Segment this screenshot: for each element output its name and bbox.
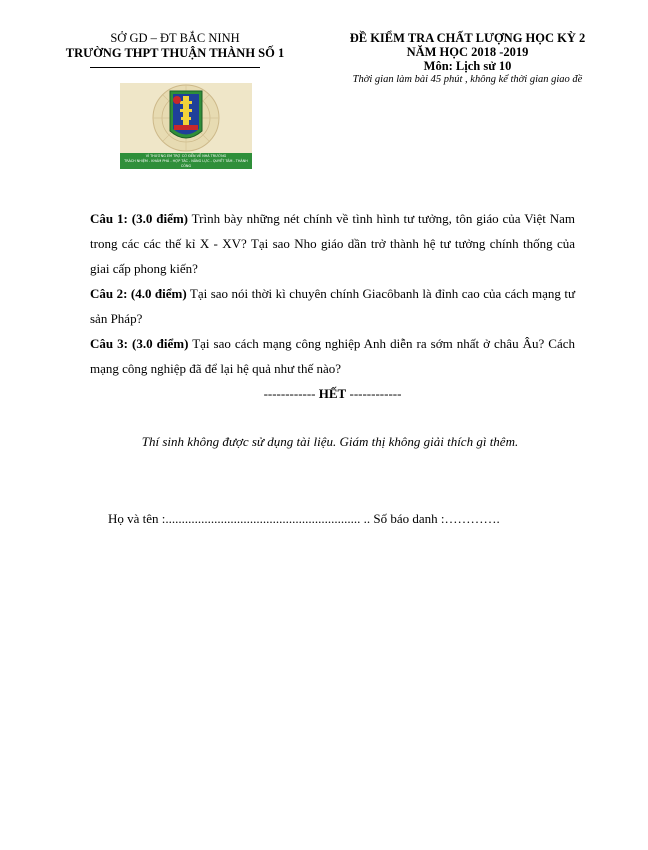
logo-motto-line2: TRÁCH NHIỆM - KHÁM PHÁ - HỢP TÁC - NĂNG LỰC - QUYẾT TÂM - THÀNH CÔNG [124, 159, 248, 168]
question-2-label: Câu 2: [90, 286, 128, 301]
signature-line [108, 511, 588, 527]
question-1-points: (3.0 điểm) [131, 211, 189, 226]
question-3 [90, 331, 575, 381]
question-3-points: (3.0 điểm) [132, 336, 189, 351]
exam-subject: Môn: Lịch sử 10 [423, 59, 512, 73]
question-2-text: Tại sao nói thời kì chuyên chính Giacôbanh là đỉnh cao của cách mạng tư sản Pháp? [90, 286, 575, 326]
school-name: TRƯỜNG THPT THUẬN THÀNH SỐ 1 [65, 46, 285, 60]
candidate-id-label: Số báo danh :…………. [370, 511, 500, 526]
question-1-label: Câu 1: [90, 211, 128, 226]
end-marker [90, 381, 575, 406]
school-emblem-logo [120, 83, 252, 169]
name-label: Họ và tên : [108, 511, 166, 526]
end-dashes-left: ------------ [263, 386, 319, 401]
question-1 [90, 206, 575, 281]
question-1-text: Trình bày những nét chính về tình hình tư tưởng, tôn giáo của Việt Nam trong các các thế kỉ X - XV? Tại sao Nho giáo dần trở thành hệ tư tưởng chính thống của giai cấp phong kiến? [90, 211, 575, 276]
logo-motto-line1: VÌ THƯƠNG EM TRỢ CỜ ĐỀN VỀ NHÀ TRƯỜNG [145, 154, 227, 158]
header-right [320, 31, 615, 86]
exam-title-line2: NĂM HỌC 2018 -2019 [406, 45, 529, 59]
question-3-text: Tại sao cách mạng công nghiệp Anh diễn ra sớm nhất ở châu Âu? Cách mạng công nghiệp đã để lại hệ quả như thế nào? [90, 336, 575, 376]
exam-note: Thí sinh không được sử dụng tài liệu. Giám thị không giải thích gì thêm. [141, 434, 519, 449]
question-3-label: Câu 3: [90, 336, 128, 351]
question-2-points: (4.0 điểm) [130, 286, 187, 301]
question-list [90, 206, 575, 406]
name-dots: ............................................................ .. [165, 511, 371, 526]
header-divider [90, 67, 260, 68]
department-name: SỞ GD – ĐT BẮC NINH [110, 31, 240, 45]
end-dashes-right: ------------ [346, 386, 402, 401]
header-left [40, 31, 310, 68]
exam-title-line1: ĐỀ KIỂM TRA CHẤT LƯỢNG HỌC KỲ 2 [349, 31, 586, 45]
question-2 [90, 281, 575, 331]
exam-time-note: Thời gian làm bài 45 phút , không kể thời gian giao đề [352, 74, 583, 85]
end-label: HẾT [318, 386, 347, 401]
